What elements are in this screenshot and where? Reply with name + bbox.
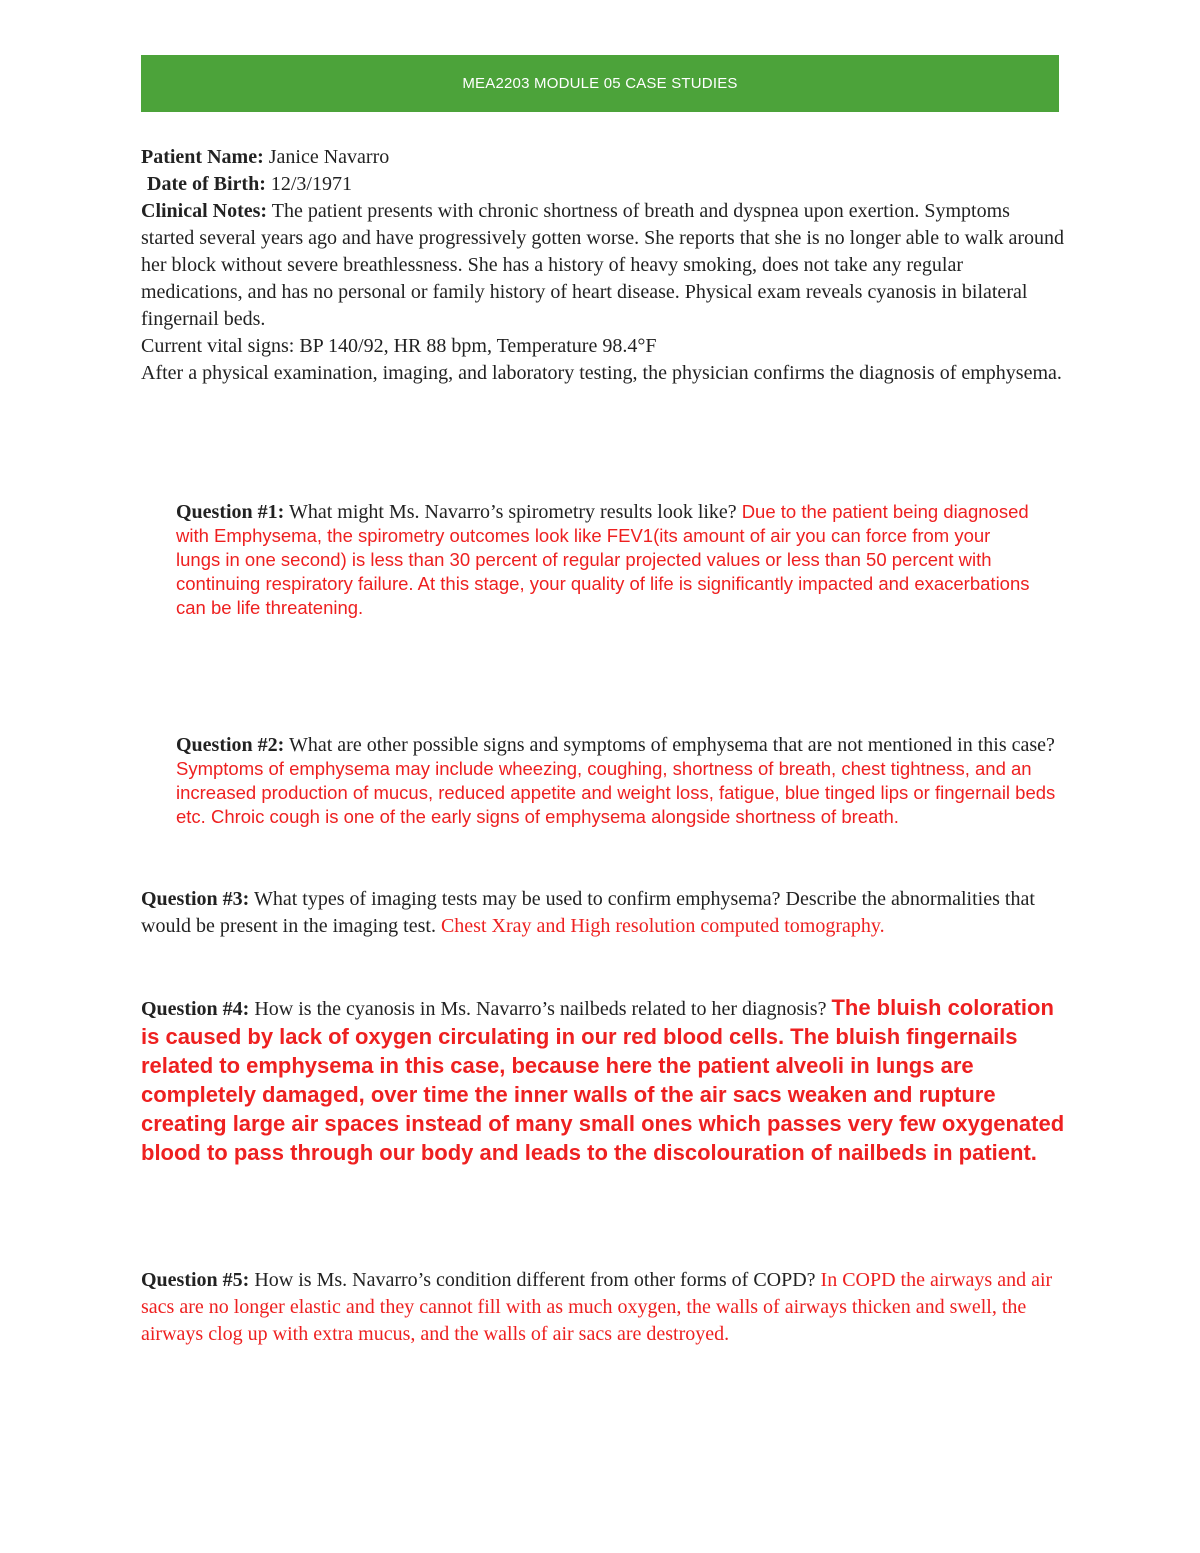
document-title-banner <box>141 55 1059 112</box>
patient-name-label: Patient Name: <box>141 146 264 168</box>
dob-label: Date of Birth: <box>147 173 266 195</box>
patient-info <box>141 144 1066 387</box>
dob-line <box>141 171 1066 198</box>
vital-signs: Current vital signs: BP 140/92, HR 88 bpm, Temperature 98.4°F <box>141 335 657 357</box>
question-text: What are other possible signs and symptoms of emphysema that are not mentioned in this case? <box>288 734 1055 756</box>
question-text: How is Ms. Navarro’s condition different from other forms of COPD? <box>254 1269 816 1291</box>
question-text: What might Ms. Navarro’s spirometry results look like? <box>288 501 737 523</box>
question-2 <box>176 733 1056 829</box>
answer-text: Symptoms of emphysema may include wheezing, coughing, shortness of breath, chest tightness, and an increased production of mucus, reduced appetite and weight loss, fatigue, blue tinged lips or fingernail beds etc. Chroic cough is one of the early signs of emphysema alongside shortness of breath. <box>176 758 1056 827</box>
question-1 <box>176 500 1036 620</box>
clinical-notes-label: Clinical Notes: <box>141 200 268 222</box>
question-5 <box>141 1267 1066 1348</box>
question-label: Question #2: <box>176 734 285 756</box>
answer-text: Chest Xray and High resolution computed tomography. <box>440 915 885 937</box>
patient-name: Janice Navarro <box>268 146 390 168</box>
question-text: How is the cyanosis in Ms. Navarro’s nailbeds related to her diagnosis? <box>254 998 827 1020</box>
answer-text: In COPD the airways and air sacs are no longer elastic and they cannot fill with as much oxygen, the walls of airways thicken and swell, the airways clog up with extra mucus, and the walls of air sacs are destroyed. <box>141 1269 1053 1345</box>
dob-value: 12/3/1971 <box>270 173 352 195</box>
clinical-notes <box>141 198 1066 333</box>
clinical-notes-text: The patient presents with chronic shortness of breath and dyspnea upon exertion. Symptoms started several years ago and have progressively gotten worse. She reports that she is no longer able to walk around her block without severe breathlessness. She has a history of heavy smoking, does not take any regular medications, and has no personal or family history of heart disease. Physical exam reveals cyanosis in bilateral fingernail beds. <box>141 200 1065 330</box>
question-4 <box>141 994 1066 1168</box>
question-label: Question #1: <box>176 501 285 523</box>
question-label: Question #4: <box>141 998 250 1020</box>
question-text: What types of imaging tests may be used to confirm emphysema? Describe the abnormalities that would be present in the imaging test. <box>141 888 1035 937</box>
document-title: MEA2203 MODULE 05 CASE STUDIES <box>462 75 738 92</box>
patient-name-line <box>141 144 1066 171</box>
question-label: Question #3: <box>141 888 250 910</box>
question-3 <box>141 886 1041 940</box>
diagnosis: After a physical examination, imaging, and laboratory testing, the physician confirms the diagnosis of emphysema. <box>141 362 1062 384</box>
question-label: Question #5: <box>141 1269 250 1291</box>
answer-text: The bluish coloration is caused by lack of oxygen circulating in our red blood cells. The bluish fingernails related to emphysema in this case, because here the patient alveoli in lungs are completely damaged, over time the inner walls of the air sacs weaken and rupture creating large air spaces instead of many small ones which passes very few oxygenated blood to pass through our body and leads to the discolouration of nailbeds in patient. <box>141 995 1065 1165</box>
answer-text: Due to the patient being diagnosed with Emphysema, the spirometry outcomes look like FEV1(its amount of air you can force from your lungs in one second) is less than 30 percent of regular projected values or less than 50 percent with continuing respiratory failure. At this stage, your quality of life is significantly impacted and exacerbations can be life threatening. <box>176 501 1030 618</box>
